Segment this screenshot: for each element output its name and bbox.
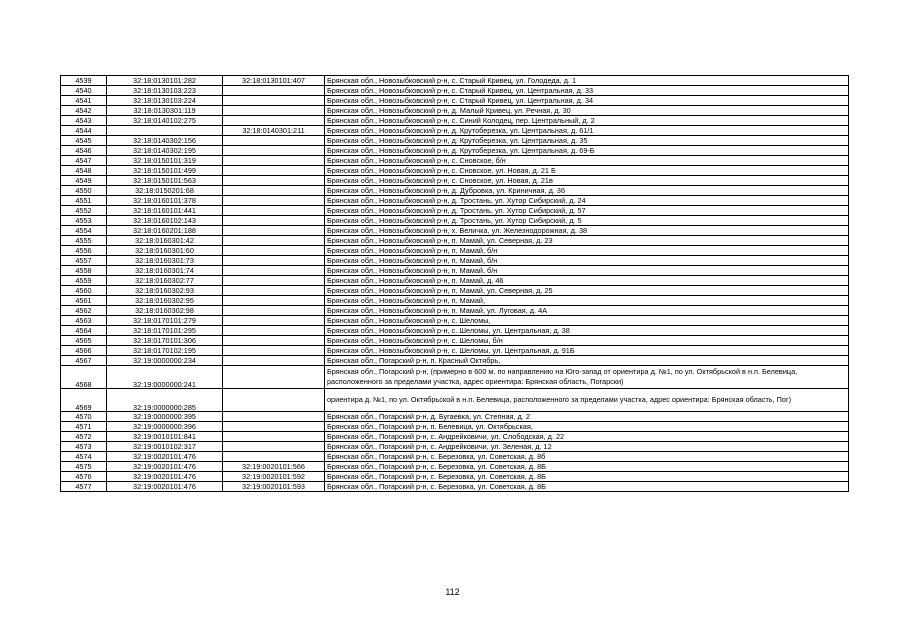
row-number-cell: 4553 bbox=[61, 216, 107, 226]
table-row bbox=[61, 316, 849, 326]
table-row bbox=[61, 412, 849, 422]
cadastral-number-cell: 32:18:0150201:68 bbox=[107, 186, 223, 196]
cadastral-number-cell: 32:18:0170101:295 bbox=[107, 326, 223, 336]
row-number-cell: 4540 bbox=[61, 86, 107, 96]
row-number-cell: 4564 bbox=[61, 326, 107, 336]
row-number-cell: 4544 bbox=[61, 126, 107, 136]
linked-cadastral-number-cell bbox=[223, 336, 325, 346]
linked-cadastral-number-cell bbox=[223, 422, 325, 432]
row-number-cell: 4541 bbox=[61, 96, 107, 106]
cadastral-number-cell bbox=[107, 126, 223, 136]
linked-cadastral-number-cell bbox=[223, 176, 325, 186]
linked-cadastral-number-cell bbox=[223, 166, 325, 176]
cadastral-number-cell: 32:18:0160301:42 bbox=[107, 236, 223, 246]
row-number-cell: 4570 bbox=[61, 412, 107, 422]
row-number-cell: 4545 bbox=[61, 136, 107, 146]
linked-cadastral-number-cell bbox=[223, 136, 325, 146]
linked-cadastral-number-cell bbox=[223, 366, 325, 389]
cadastral-number-cell: 32:18:0170101:306 bbox=[107, 336, 223, 346]
cadastral-number-cell: 32:18:0130103:224 bbox=[107, 96, 223, 106]
table-row bbox=[61, 356, 849, 366]
table-row bbox=[61, 266, 849, 276]
row-number-cell: 4569 bbox=[61, 389, 107, 412]
row-number-cell: 4576 bbox=[61, 472, 107, 482]
table-row bbox=[61, 176, 849, 186]
row-number-cell: 4565 bbox=[61, 336, 107, 346]
row-number-cell: 4557 bbox=[61, 256, 107, 266]
row-number-cell: 4548 bbox=[61, 166, 107, 176]
page-number: 112 bbox=[445, 587, 460, 597]
table-row bbox=[61, 246, 849, 256]
row-number-cell: 4566 bbox=[61, 346, 107, 356]
address-cell: Брянская обл., Новозыбковский р-н, п. Мамай, ул. Северная, д. 25 bbox=[325, 286, 849, 296]
row-number-cell: 4560 bbox=[61, 286, 107, 296]
row-number-cell: 4571 bbox=[61, 422, 107, 432]
address-cell: Брянская обл., Погарский р-н, (примерно в 600 м. по направлению на Юго-запад от ориентира д. №1, по ул. Октябрьской в н.п. Белевица, расположенного за пределами участка, адрес ориентира: Брянская область, Погарски) bbox=[325, 366, 849, 389]
address-cell: Брянская обл., Новозыбковский р-н, д. Тростань, ул. Хутор Сибирский, д. 24 bbox=[325, 196, 849, 206]
cadastral-number-cell: 32:19:0020101:476 bbox=[107, 462, 223, 472]
address-cell: Брянская обл., Погарский р-н, с. Березовка, ул. Советская, д. 8Б bbox=[325, 472, 849, 482]
cadastral-number-cell: 32:19:0020101:476 bbox=[107, 482, 223, 492]
row-number-cell: 4539 bbox=[61, 76, 107, 86]
linked-cadastral-number-cell bbox=[223, 196, 325, 206]
linked-cadastral-number-cell bbox=[223, 96, 325, 106]
address-cell: Брянская обл., Новозыбковский р-н, п. Мамай, б/н bbox=[325, 266, 849, 276]
cadastral-number-cell: 32:18:0150101:563 bbox=[107, 176, 223, 186]
table-row bbox=[61, 236, 849, 246]
table-row bbox=[61, 116, 849, 126]
table-row bbox=[61, 286, 849, 296]
address-cell: Брянская обл., Новозыбковский р-н, с. Синий Колодец, пер. Центральный, д. 2 bbox=[325, 116, 849, 126]
property-table bbox=[60, 75, 849, 492]
cadastral-number-cell: 32:19:0000000:396 bbox=[107, 422, 223, 432]
table-row bbox=[61, 296, 849, 306]
linked-cadastral-number-cell bbox=[223, 296, 325, 306]
address-cell: Брянская обл., Новозыбковский р-н, п. Мамай, б/н bbox=[325, 256, 849, 266]
linked-cadastral-number-cell bbox=[223, 326, 325, 336]
row-number-cell: 4549 bbox=[61, 176, 107, 186]
address-cell: Брянская обл., Новозыбковский р-н, с. Сновское, ул. Новая, д. 21в bbox=[325, 176, 849, 186]
cadastral-number-cell: 32:18:0150101:319 bbox=[107, 156, 223, 166]
linked-cadastral-number-cell bbox=[223, 306, 325, 316]
linked-cadastral-number-cell bbox=[223, 106, 325, 116]
address-cell: Брянская обл., Погарский р-н, д. Бугаевка, ул. Степная, д. 2 bbox=[325, 412, 849, 422]
linked-cadastral-number-cell bbox=[223, 246, 325, 256]
cadastral-number-cell: 32:18:0170102:195 bbox=[107, 346, 223, 356]
cadastral-number-cell: 32:19:0010101:841 bbox=[107, 432, 223, 442]
linked-cadastral-number-cell: 32:19:0020101:566 bbox=[223, 462, 325, 472]
linked-cadastral-number-cell bbox=[223, 452, 325, 462]
address-cell: Брянская обл., Новозыбковский р-н, с. Шеломы, ул. Центральная, д. 91Б bbox=[325, 346, 849, 356]
cadastral-number-cell: 32:18:0160201:188 bbox=[107, 226, 223, 236]
address-cell: Брянская обл., Новозыбковский р-н, п. Мамай, ул. Луговая, д. 4А bbox=[325, 306, 849, 316]
address-cell: Брянская обл., Новозыбковский р-н, д. Дубровка, ул. Криничная, д. 36 bbox=[325, 186, 849, 196]
cadastral-number-cell: 32:18:0160302:98 bbox=[107, 306, 223, 316]
table-row bbox=[61, 96, 849, 106]
linked-cadastral-number-cell bbox=[223, 186, 325, 196]
row-number-cell: 4574 bbox=[61, 452, 107, 462]
row-number-cell: 4572 bbox=[61, 432, 107, 442]
table-row bbox=[61, 196, 849, 206]
cadastral-number-cell: 32:18:0160301:60 bbox=[107, 246, 223, 256]
cadastral-number-cell: 32:19:0000000:285 bbox=[107, 389, 223, 412]
address-cell: Брянская обл., Новозыбковский р-н, д. Крутоберезка, ул. Центральная, д. 61/1 bbox=[325, 126, 849, 136]
cadastral-number-cell: 32:18:0170101:279 bbox=[107, 316, 223, 326]
linked-cadastral-number-cell: 32:18:0130101:407 bbox=[223, 76, 325, 86]
row-number-cell: 4559 bbox=[61, 276, 107, 286]
table-row bbox=[61, 432, 849, 442]
cadastral-number-cell: 32:18:0160101:441 bbox=[107, 206, 223, 216]
linked-cadastral-number-cell: 32:19:0020101:592 bbox=[223, 472, 325, 482]
linked-cadastral-number-cell bbox=[223, 356, 325, 366]
table-row bbox=[61, 276, 849, 286]
cadastral-number-cell: 32:18:0160302:93 bbox=[107, 286, 223, 296]
address-cell: Брянская обл., Новозыбковский р-н, д. Тростань, ул. Хутор Сибирский, д. 5 bbox=[325, 216, 849, 226]
cadastral-number-cell: 32:18:0160301:74 bbox=[107, 266, 223, 276]
row-number-cell: 4563 bbox=[61, 316, 107, 326]
row-number-cell: 4567 bbox=[61, 356, 107, 366]
address-cell: Брянская обл., Погарский р-н, п. Красный Октябрь, bbox=[325, 356, 849, 366]
address-cell: Брянская обл., Новозыбковский р-н, д. Крутоберезка, ул. Центральная, д. 35 bbox=[325, 136, 849, 146]
address-cell: Брянская обл., Погарский р-н, п. Белевица, ул. Октябрьская, bbox=[325, 422, 849, 432]
table-body bbox=[61, 76, 849, 492]
table-row bbox=[61, 106, 849, 116]
table-row bbox=[61, 366, 849, 389]
linked-cadastral-number-cell bbox=[223, 116, 325, 126]
table-row bbox=[61, 206, 849, 216]
cadastral-number-cell: 32:18:0160302:77 bbox=[107, 276, 223, 286]
linked-cadastral-number-cell bbox=[223, 286, 325, 296]
row-number-cell: 4556 bbox=[61, 246, 107, 256]
row-number-cell: 4577 bbox=[61, 482, 107, 492]
cadastral-number-cell: 32:18:0160301:73 bbox=[107, 256, 223, 266]
address-cell: Брянская обл., Погарский р-н, с. Андрейковичи, ул. Зеленая, д. 12 bbox=[325, 442, 849, 452]
row-number-cell: 4552 bbox=[61, 206, 107, 216]
linked-cadastral-number-cell bbox=[223, 432, 325, 442]
table-row bbox=[61, 462, 849, 472]
address-cell: Брянская обл., Новозыбковский р-н, п. Мамай, ул. Северная, д. 23 bbox=[325, 236, 849, 246]
cadastral-number-cell: 32:18:0150101:499 bbox=[107, 166, 223, 176]
row-number-cell: 4568 bbox=[61, 366, 107, 389]
cadastral-number-cell: 32:18:0130101:282 bbox=[107, 76, 223, 86]
table-row bbox=[61, 336, 849, 346]
linked-cadastral-number-cell bbox=[223, 276, 325, 286]
linked-cadastral-number-cell bbox=[223, 146, 325, 156]
table-row bbox=[61, 389, 849, 412]
address-cell: ориентира д. №1, по ул. Октябрьской в н.п. Белевица, расположенного за пределами участка, адрес ориентира: Брянская область, Пог) bbox=[325, 389, 849, 412]
linked-cadastral-number-cell bbox=[223, 156, 325, 166]
address-cell: Брянская обл., Новозыбковский р-н, д. Малый Кривец, ул. Речная, д. 30 bbox=[325, 106, 849, 116]
table-row bbox=[61, 256, 849, 266]
address-cell: Брянская обл., Погарский р-н, с. Березовка, ул. Советская, д. 8Б bbox=[325, 482, 849, 492]
address-cell: Брянская обл., Новозыбковский р-н, п. Мамай, д. 46 bbox=[325, 276, 849, 286]
address-cell: Брянская обл., Новозыбковский р-н, с. Сновское, ул. Новая, д. 21 Б bbox=[325, 166, 849, 176]
table-row bbox=[61, 216, 849, 226]
linked-cadastral-number-cell bbox=[223, 316, 325, 326]
address-cell: Брянская обл., Новозыбковский р-н, с. Старый Кривец, ул. Голодеда, д. 1 bbox=[325, 76, 849, 86]
linked-cadastral-number-cell bbox=[223, 206, 325, 216]
cadastral-number-cell: 32:19:0000000:234 bbox=[107, 356, 223, 366]
row-number-cell: 4575 bbox=[61, 462, 107, 472]
linked-cadastral-number-cell bbox=[223, 226, 325, 236]
address-cell: Брянская обл., Новозыбковский р-н, д. Крутоберезка, ул. Центральная, д. 69-Б bbox=[325, 146, 849, 156]
cadastral-number-cell: 32:18:0140102:275 bbox=[107, 116, 223, 126]
table-row bbox=[61, 482, 849, 492]
row-number-cell: 4555 bbox=[61, 236, 107, 246]
row-number-cell: 4547 bbox=[61, 156, 107, 166]
address-cell: Брянская обл., Новозыбковский р-н, с. Сновское, б/н bbox=[325, 156, 849, 166]
table-row bbox=[61, 452, 849, 462]
table-row bbox=[61, 126, 849, 136]
table-row bbox=[61, 156, 849, 166]
table-row bbox=[61, 306, 849, 316]
address-cell: Брянская обл., Новозыбковский р-н, п. Мамай, bbox=[325, 296, 849, 306]
address-cell: Брянская обл., Новозыбковский р-н, с. Шеломы, б/н bbox=[325, 336, 849, 346]
address-cell: Брянская обл., Новозыбковский р-н, п. Мамай, б/н bbox=[325, 246, 849, 256]
address-cell: Брянская обл., Новозыбковский р-н, х. Величка, ул. Железнодорожная, д. 38 bbox=[325, 226, 849, 236]
table-row bbox=[61, 422, 849, 432]
table-row bbox=[61, 136, 849, 146]
cadastral-number-cell: 32:18:0140302:156 bbox=[107, 136, 223, 146]
cadastral-number-cell: 32:19:0020101:476 bbox=[107, 452, 223, 462]
linked-cadastral-number-cell bbox=[223, 266, 325, 276]
address-cell: Брянская обл., Погарский р-н, с. Андрейковичи, ул. Слободская, д. 22 bbox=[325, 432, 849, 442]
cadastral-number-cell: 32:18:0140302:195 bbox=[107, 146, 223, 156]
row-number-cell: 4542 bbox=[61, 106, 107, 116]
linked-cadastral-number-cell bbox=[223, 346, 325, 356]
address-cell: Брянская обл., Новозыбковский р-н, с. Старый Кривец, ул. Центральная, д. 33 bbox=[325, 86, 849, 96]
row-number-cell: 4551 bbox=[61, 196, 107, 206]
cadastral-number-cell: 32:18:0130103:223 bbox=[107, 86, 223, 96]
cadastral-number-cell: 32:19:0000000:241 bbox=[107, 366, 223, 389]
linked-cadastral-number-cell: 32:18:0140301:211 bbox=[223, 126, 325, 136]
address-cell: Брянская обл., Новозыбковский р-н, с. Шеломы, bbox=[325, 316, 849, 326]
linked-cadastral-number-cell bbox=[223, 86, 325, 96]
table-row bbox=[61, 326, 849, 336]
linked-cadastral-number-cell bbox=[223, 389, 325, 412]
address-cell: Брянская обл., Новозыбковский р-н, с. Старый Кривец, ул. Центральная, д. 34 bbox=[325, 96, 849, 106]
cadastral-number-cell: 32:19:0010102:317 bbox=[107, 442, 223, 452]
table-row bbox=[61, 472, 849, 482]
table-row bbox=[61, 226, 849, 236]
address-cell: Брянская обл., Новозыбковский р-н, с. Шеломы, ул. Центральная, д. 38 bbox=[325, 326, 849, 336]
linked-cadastral-number-cell bbox=[223, 256, 325, 266]
linked-cadastral-number-cell: 32:19:0020101:593 bbox=[223, 482, 325, 492]
row-number-cell: 4561 bbox=[61, 296, 107, 306]
linked-cadastral-number-cell bbox=[223, 236, 325, 246]
row-number-cell: 4558 bbox=[61, 266, 107, 276]
cadastral-number-cell: 32:19:0000000:395 bbox=[107, 412, 223, 422]
table-row bbox=[61, 186, 849, 196]
row-number-cell: 4573 bbox=[61, 442, 107, 452]
row-number-cell: 4554 bbox=[61, 226, 107, 236]
linked-cadastral-number-cell bbox=[223, 412, 325, 422]
table-row bbox=[61, 442, 849, 452]
cadastral-number-cell: 32:18:0130301:119 bbox=[107, 106, 223, 116]
address-cell: Брянская обл., Погарский р-н, с. Березовка, ул. Советская, д. 8б bbox=[325, 452, 849, 462]
table-row bbox=[61, 86, 849, 96]
address-cell: Брянская обл., Погарский р-н, с. Березовка, ул. Советская, д. 8Б bbox=[325, 462, 849, 472]
linked-cadastral-number-cell bbox=[223, 442, 325, 452]
linked-cadastral-number-cell bbox=[223, 216, 325, 226]
row-number-cell: 4546 bbox=[61, 146, 107, 156]
cadastral-number-cell: 32:18:0160101:378 bbox=[107, 196, 223, 206]
cadastral-number-cell: 32:18:0160102:143 bbox=[107, 216, 223, 226]
table-row bbox=[61, 166, 849, 176]
row-number-cell: 4550 bbox=[61, 186, 107, 196]
table-row bbox=[61, 146, 849, 156]
cadastral-number-cell: 32:18:0160302:95 bbox=[107, 296, 223, 306]
row-number-cell: 4543 bbox=[61, 116, 107, 126]
address-cell: Брянская обл., Новозыбковский р-н, д. Тростань, ул. Хутор Сибирский, д. 57 bbox=[325, 206, 849, 216]
table-row bbox=[61, 346, 849, 356]
row-number-cell: 4562 bbox=[61, 306, 107, 316]
table-row bbox=[61, 76, 849, 86]
cadastral-number-cell: 32:19:0020101:476 bbox=[107, 472, 223, 482]
